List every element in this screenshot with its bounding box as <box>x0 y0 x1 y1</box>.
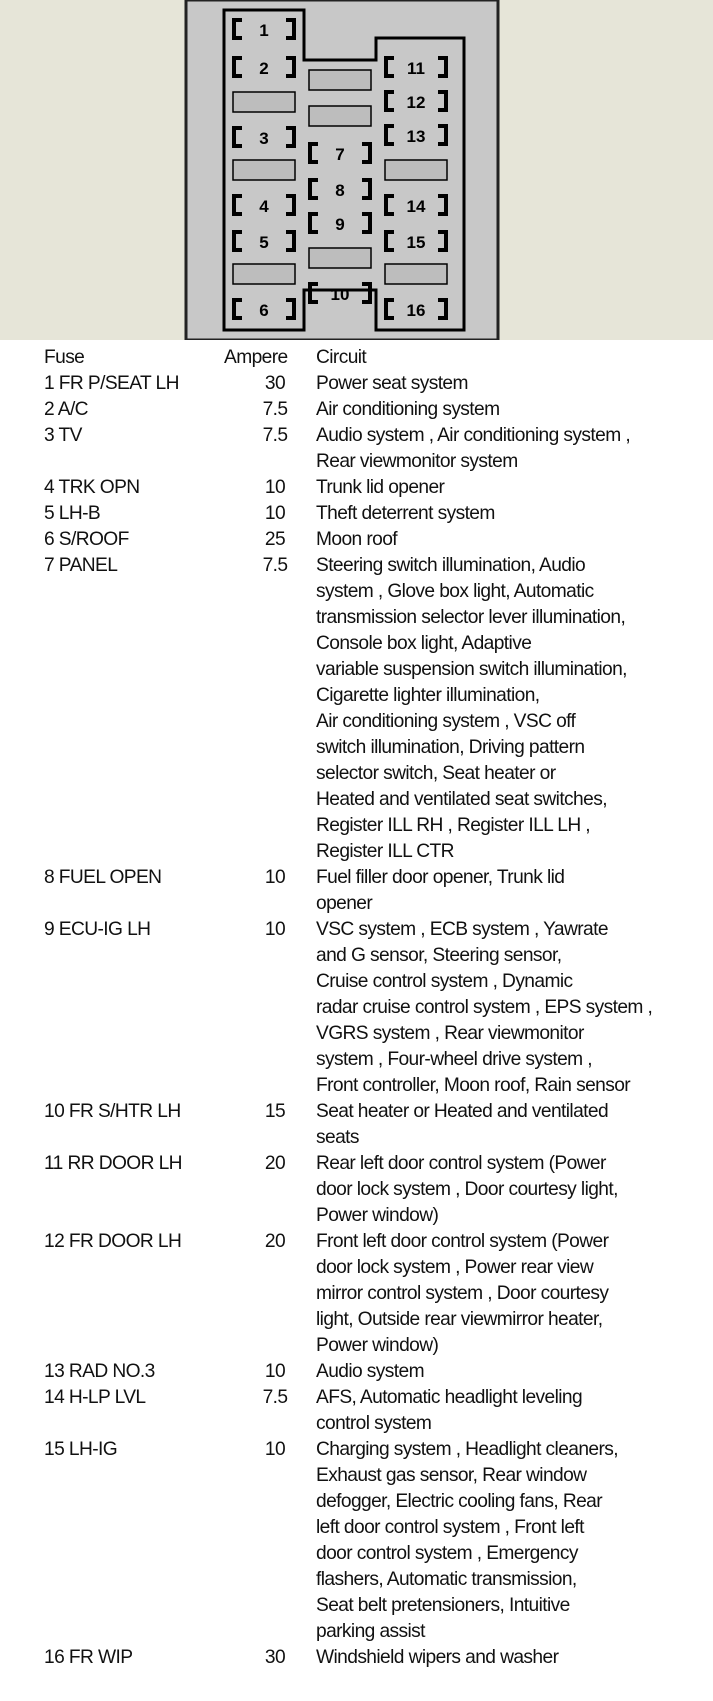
fuse-number-label: 10 <box>330 285 350 304</box>
ampere-cell: 30 <box>264 373 286 394</box>
fuse-cell: 15 LH-IG <box>44 1439 118 1460</box>
ampere-cell: 7.5 <box>262 399 288 420</box>
fuse-number-label: 5 <box>259 233 269 252</box>
table-row <box>44 553 709 865</box>
table-row <box>44 1359 709 1385</box>
header-fuse: Fuse <box>44 347 85 368</box>
table-row <box>44 475 709 501</box>
ampere-cell: 7.5 <box>262 425 288 446</box>
fuse-cell: 13 RAD NO.3 <box>44 1361 155 1382</box>
circuit-cell: AFS, Automatic headlight leveling control system <box>316 1387 583 1434</box>
spare-fuse-slot <box>309 106 371 126</box>
fuse-number-label: 15 <box>406 233 426 252</box>
fuse-number-label: 6 <box>259 301 269 320</box>
fuse-cell: 11 RR DOOR LH <box>44 1153 182 1174</box>
table-row <box>44 1099 709 1151</box>
fuse-cell: 8 FUEL OPEN <box>44 867 162 888</box>
table-row <box>44 501 709 527</box>
spare-fuse-slot <box>385 160 447 180</box>
fuse-number-label: 1 <box>259 21 269 40</box>
fuse-cell: 2 A/C <box>44 399 88 420</box>
fuse-cell: 7 PANEL <box>44 555 118 576</box>
ampere-cell: 25 <box>264 529 286 550</box>
spare-fuse-slot <box>385 264 447 284</box>
header-ampere: Ampere <box>224 347 288 368</box>
fuse-cell: 14 H-LP LVL <box>44 1387 146 1408</box>
circuit-cell: Theft deterrent system <box>316 503 495 524</box>
circuit-cell: Power seat system <box>316 373 468 394</box>
table-row <box>44 1385 709 1437</box>
fuse-box-svg <box>0 0 713 340</box>
table-row <box>44 1437 709 1645</box>
fuse-cell: 6 S/ROOF <box>44 529 129 550</box>
circuit-cell: Trunk lid opener <box>316 477 445 498</box>
ampere-cell: 7.5 <box>262 1387 288 1408</box>
fuse-cell: 9 ECU-IG LH <box>44 919 151 940</box>
circuit-cell: Rear left door control system (Power door lock system , Door courtesy light, Power window) <box>316 1153 618 1226</box>
ampere-cell: 10 <box>264 1439 286 1460</box>
circuit-cell: Audio system , Air conditioning system , Rear viewmonitor system <box>316 425 631 472</box>
circuit-cell: Steering switch illumination, Audio system , Glove box light, Automatic transmission selector lever illumination, Console box light, Adaptive variable suspension switch illumination, Cigarette lighter illumination, Air conditioning system , VSC off switch illumination, Driving pattern selector switch, Seat heater or Heated and ventilated seat switches, Register ILL RH , Register ILL LH , Register ILL CTR <box>316 555 627 862</box>
ampere-cell: 10 <box>264 919 286 940</box>
ampere-cell: 30 <box>264 1647 286 1668</box>
fuse-cell: 1 FR P/SEAT LH <box>44 373 179 394</box>
circuit-cell: Charging system , Headlight cleaners, Exhaust gas sensor, Rear window defogger, Electric cooling fans, Rear left door control system , Front left door control system , Emergency flashers, Automatic transmission, Seat belt pretensioners, Intuitive parking assist <box>316 1439 619 1642</box>
fuse-cell: 12 FR DOOR LH <box>44 1231 182 1252</box>
ampere-cell: 20 <box>264 1231 286 1252</box>
fuse-table <box>44 345 709 1671</box>
table-row <box>44 1229 709 1359</box>
table-row <box>44 917 709 1099</box>
ampere-cell: 7.5 <box>262 555 288 576</box>
circuit-cell: Windshield wipers and washer <box>316 1647 559 1668</box>
ampere-cell: 10 <box>264 867 286 888</box>
circuit-cell: Audio system <box>316 1361 424 1382</box>
ampere-cell: 10 <box>264 1361 286 1382</box>
ampere-cell: 15 <box>264 1101 286 1122</box>
fuse-number-label: 14 <box>406 197 426 216</box>
spare-fuse-slot <box>233 160 295 180</box>
fuse-number-label: 2 <box>259 59 269 78</box>
table-row <box>44 423 709 475</box>
header-circuit: Circuit <box>316 347 367 368</box>
fuse-number-label: 13 <box>406 127 426 146</box>
fuse-cell: 16 FR WIP <box>44 1647 133 1668</box>
ampere-cell: 10 <box>264 477 286 498</box>
circuit-cell: Fuel filler door opener, Trunk lid opener <box>316 867 565 914</box>
ampere-cell: 10 <box>264 503 286 524</box>
fuse-cell: 10 FR S/HTR LH <box>44 1101 181 1122</box>
spare-fuse-slot <box>233 264 295 284</box>
fuse-box-diagram <box>0 0 713 340</box>
table-row <box>44 397 709 423</box>
table-row <box>44 1151 709 1229</box>
fuse-number-label: 8 <box>335 181 345 200</box>
circuit-cell: Front left door control system (Power door lock system , Power rear view mirror control system , Door courtesy light, Outside rear viewmirror heater, Power window) <box>316 1231 609 1356</box>
fuse-number-label: 9 <box>335 215 345 234</box>
table-header-row <box>44 345 709 371</box>
ampere-cell: 20 <box>264 1153 286 1174</box>
table-row <box>44 371 709 397</box>
spare-fuse-slot <box>233 92 295 112</box>
fuse-number-label: 3 <box>259 129 269 148</box>
fuse-number-label: 11 <box>407 59 425 78</box>
fuse-cell: 4 TRK OPN <box>44 477 140 498</box>
spare-fuse-slot <box>309 70 371 90</box>
fuse-number-label: 7 <box>335 145 345 164</box>
table-row <box>44 527 709 553</box>
circuit-cell: VSC system , ECB system , Yawrate and G sensor, Steering sensor, Cruise control system , Dynamic radar cruise control system , EPS system , VGRS system , Rear viewmonitor system , Four-wheel drive system , Front controller, Moon roof, Rain sensor <box>316 919 653 1096</box>
fuse-number-label: 16 <box>406 301 426 320</box>
fuse-cell: 3 TV <box>44 425 82 446</box>
table-row <box>44 1645 709 1671</box>
fuse-cell: 5 LH-B <box>44 503 101 524</box>
spare-fuse-slot <box>309 248 371 268</box>
fuse-number-label: 12 <box>406 93 426 112</box>
table-row <box>44 865 709 917</box>
circuit-cell: Air conditioning system <box>316 399 500 420</box>
circuit-cell: Moon roof <box>316 529 397 550</box>
fuse-number-label: 4 <box>259 197 269 216</box>
circuit-cell: Seat heater or Heated and ventilated seats <box>316 1101 609 1148</box>
